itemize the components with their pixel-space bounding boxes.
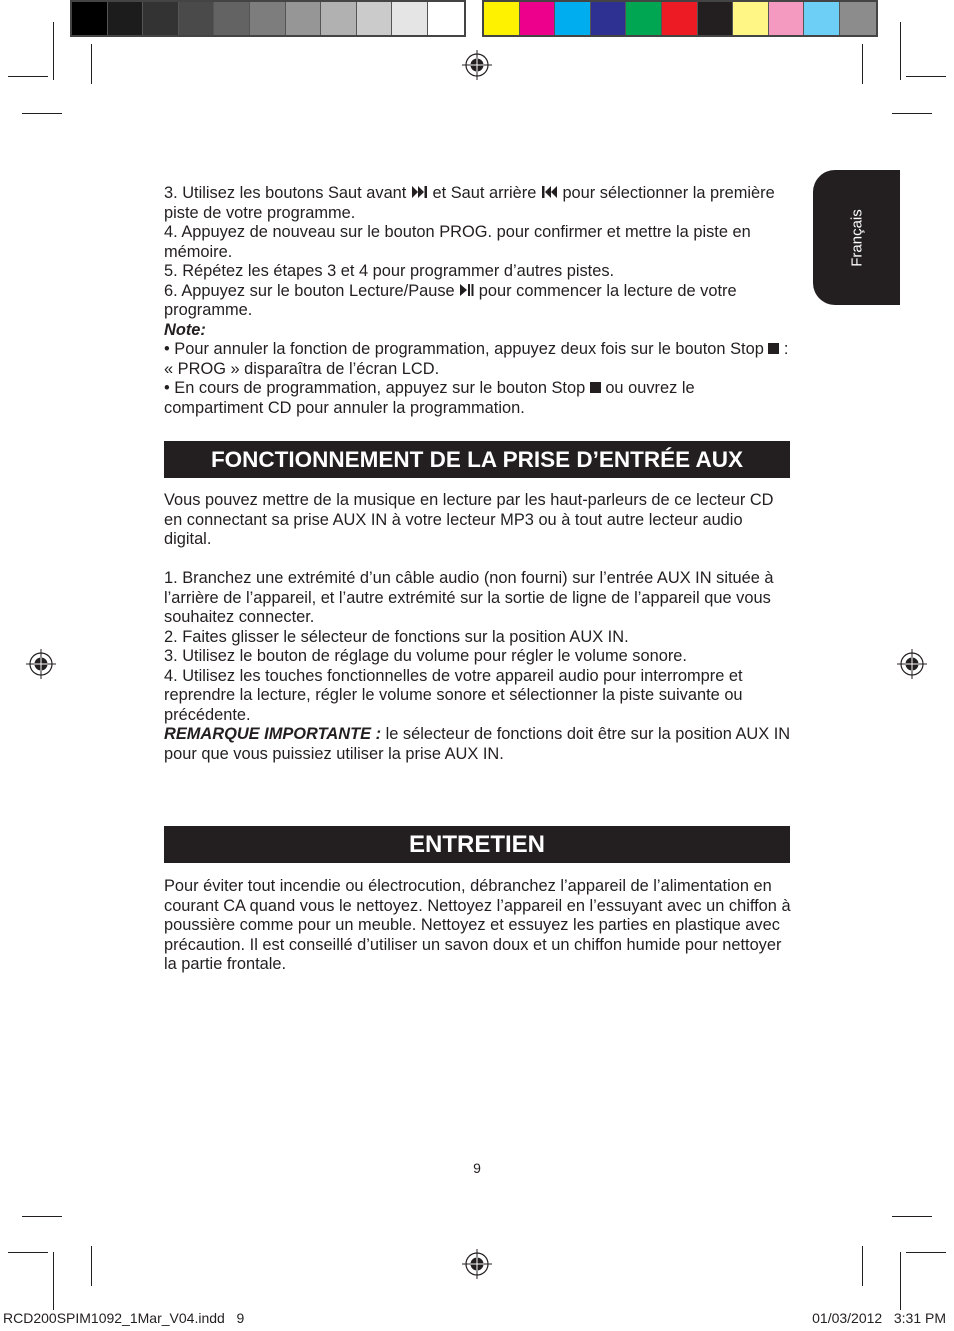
- aux-step-1: 1. Branchez une extrémité d’un câble audio (non fourni) sur l’entrée AUX IN située à l’arrière de l’appareil, et l’autre extrémité sur la sortie de ligne de l’appareil que vous souhaitez connecter.: [164, 569, 774, 626]
- step-6: 6. Appuyez sur le bouton Lecture/Pause pour commencer la lecture de votre programme.: [164, 281, 737, 319]
- crop-mark: [8, 76, 48, 77]
- page-number: 9: [473, 1160, 481, 1176]
- skip-back-icon: [541, 185, 558, 199]
- color-swatch: [698, 2, 734, 35]
- crop-mark: [900, 22, 901, 80]
- color-swatch: [626, 2, 662, 35]
- registration-mark-icon: [26, 649, 56, 679]
- registration-mark-icon: [897, 649, 927, 679]
- maintenance-section-heading: ENTRETIEN: [164, 826, 790, 863]
- footer-file-name: RCD200SPIM1092_1Mar_V04.indd 9: [3, 1310, 245, 1326]
- color-swatch: [250, 2, 286, 35]
- maintenance-text: [164, 877, 792, 975]
- aux-step-2: 2. Faites glisser le sélecteur de fonctions sur la position AUX IN.: [164, 627, 629, 646]
- note-label: Note:: [164, 320, 206, 339]
- crop-mark: [91, 1246, 92, 1286]
- crop-mark: [8, 1252, 48, 1253]
- crop-mark: [53, 22, 54, 80]
- color-swatch: [321, 2, 357, 35]
- crop-mark: [892, 113, 932, 114]
- language-tab: [813, 170, 900, 305]
- crop-mark: [22, 1216, 62, 1217]
- cmyk-color-bar: [482, 0, 878, 37]
- program-instructions: [164, 184, 792, 418]
- crop-mark: [900, 1252, 901, 1310]
- color-swatch: [392, 2, 428, 35]
- step-4: 4. Appuyez de nouveau sur le bouton PROG. pour confirmer et mettre la piste en mémoire.: [164, 223, 751, 261]
- blank-line: [164, 550, 792, 570]
- color-swatch: [484, 2, 520, 35]
- registration-mark-icon: [462, 1249, 492, 1279]
- crop-mark: [906, 76, 946, 77]
- color-swatch: [804, 2, 840, 35]
- maintenance-body: Pour éviter tout incendie ou électrocution, débranchez l’appareil de l’alimentation en courant CA quand vous le nettoyez. Nettoyez l’appareil en l’essuyant avec un chiffon à poussière comme pour un meuble. Nettoyez et essuyez les parties en plastique avec précaution. Il est conseillé d’utiliser un savon doux et un chiffon humide pour nettoyer la partie frontale.: [164, 877, 791, 973]
- skip-forward-icon: [411, 185, 428, 199]
- aux-step-4: 4. Utilisez les touches fonctionnelles de votre appareil audio pour interrompre et reprendre la lecture, régler le volume sonore et sélectionner la piste suivante ou précédente.: [164, 666, 743, 724]
- footer-date: 01/03/2012 3:31 PM: [812, 1310, 946, 1326]
- language-tab-label: Français: [848, 208, 865, 267]
- crop-mark: [862, 44, 863, 84]
- note-2: • En cours de programmation, appuyez sur le bouton Stop ou ouvrez le compartiment CD pour annuler la programmation.: [164, 379, 695, 417]
- color-swatch: [143, 2, 179, 35]
- step-5: 5. Répétez les étapes 3 et 4 pour programmer d’autres pistes.: [164, 262, 615, 280]
- color-swatch: [179, 2, 215, 35]
- aux-intro: Vous pouvez mettre de la musique en lecture par les haut-parleurs de ce lecteur CD en connectant sa prise AUX IN à votre lecteur MP3 ou à tout autre lecteur audio digital.: [164, 491, 774, 548]
- color-swatch: [108, 2, 144, 35]
- color-swatch: [769, 2, 805, 35]
- color-swatch: [840, 2, 876, 35]
- crop-mark: [892, 1216, 932, 1217]
- aux-important: REMARQUE IMPORTANTE : le sélecteur de fonctions doit être sur la position AUX IN pour que vous puissiez utiliser la prise AUX IN.: [164, 725, 791, 763]
- aux-step-3: 3. Utilisez le bouton de réglage du volume pour régler le volume sonore.: [164, 647, 687, 665]
- color-swatch: [733, 2, 769, 35]
- play-pause-icon: [459, 283, 474, 297]
- crop-mark: [22, 113, 62, 114]
- stop-icon: [590, 382, 601, 393]
- step-3: 3. Utilisez les boutons Saut avant et Saut arrière pour sélectionner la première piste de votre programme.: [164, 184, 775, 222]
- color-swatch: [428, 2, 464, 35]
- crop-mark: [91, 44, 92, 84]
- color-swatch: [214, 2, 250, 35]
- color-swatch: [555, 2, 591, 35]
- crop-mark: [906, 1252, 946, 1253]
- grayscale-color-bar: [70, 0, 466, 37]
- aux-instructions: [164, 491, 792, 764]
- aux-section-heading: FONCTIONNEMENT DE LA PRISE D’ENTRÉE AUX: [164, 441, 790, 478]
- color-swatch: [357, 2, 393, 35]
- crop-mark: [862, 1246, 863, 1286]
- note-1: • Pour annuler la fonction de programmation, appuyez deux fois sur le bouton Stop : « PROG » disparaîtra de l’écran LCD.: [164, 340, 789, 378]
- color-swatch: [72, 2, 108, 35]
- registration-mark-icon: [462, 50, 492, 80]
- stop-icon: [768, 343, 779, 354]
- color-swatch: [520, 2, 556, 35]
- color-swatch: [286, 2, 322, 35]
- color-swatch: [591, 2, 627, 35]
- color-swatch: [662, 2, 698, 35]
- crop-mark: [53, 1252, 54, 1310]
